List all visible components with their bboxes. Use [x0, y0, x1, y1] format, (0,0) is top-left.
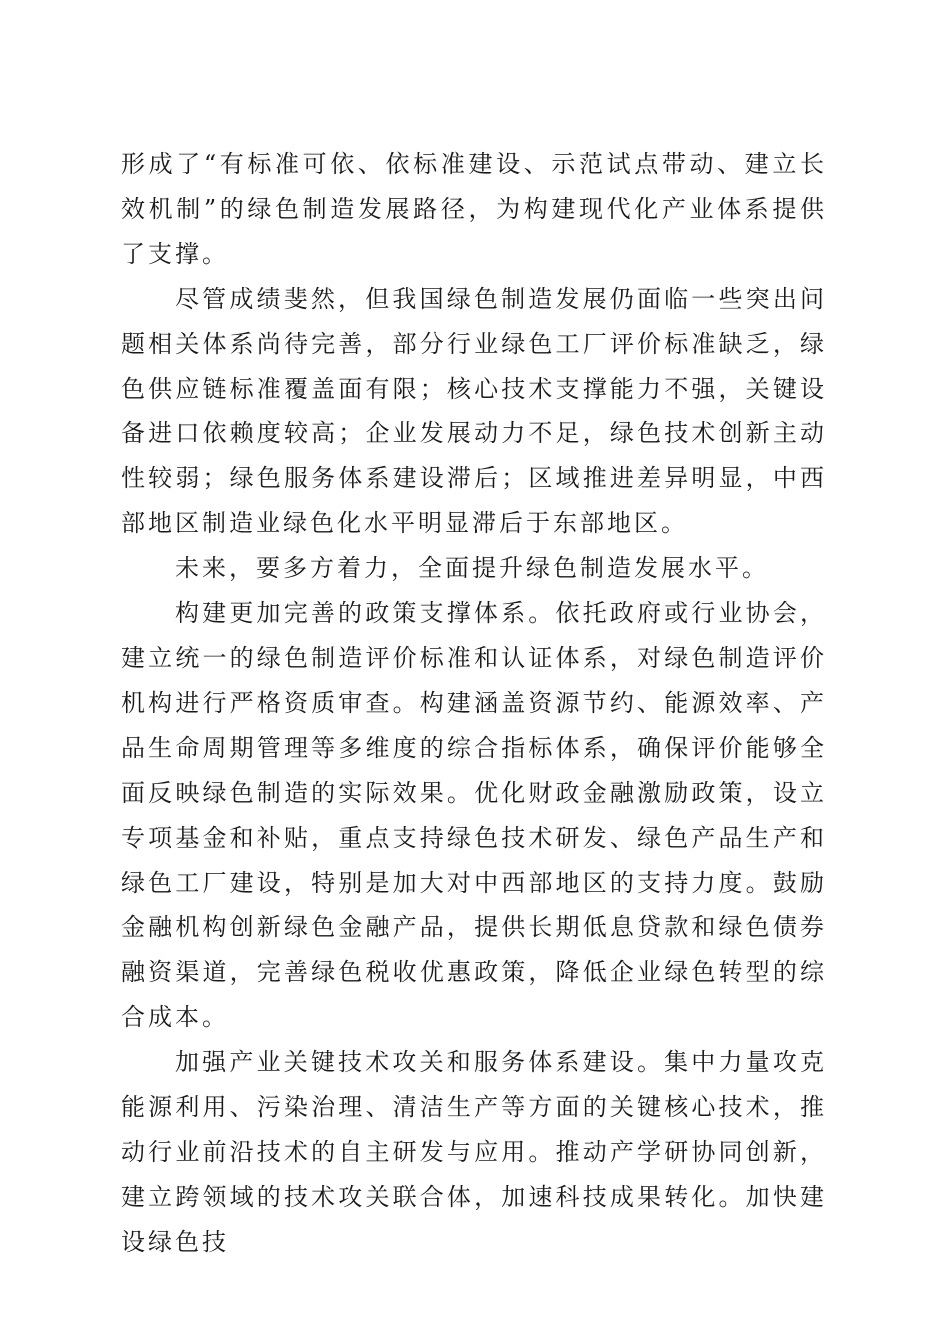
paragraph-1: 形成了“有标准可依、依标准建设、示范试点带动、建立长效机制”的绿色制造发展路径，为构建现代化产业体系提供了支撑。	[121, 150, 827, 268]
paragraph-2: 尽管成绩斐然，但我国绿色制造发展仍面临一些突出问题相关体系尚待完善，部分行业绿色工厂评价标准缺乏，绿色供应链标准覆盖面有限；核心技术支撑能力不强，关键设备进口依赖度较高；企业发展动力不足，绿色技术创新主动性较弱；绿色服务体系建设滞后；区域推进差异明显，中西部地区制造业绿色化水平明显滞后于东部地区。	[121, 284, 827, 538]
document-body	[121, 142, 827, 1265]
paragraph-3: 未来，要多方着力，全面提升绿色制造发展水平。	[175, 554, 769, 583]
paragraph-5: 加强产业关键技术攻关和服务体系建设。集中力量攻克能源利用、污染治理、清洁生产等方面的关键核心技术，推动行业前沿技术的自主研发与应用。推动产学研协同创新，建立跨领域的技术攻关联合体，加速科技成果转化。加快建设绿色技	[121, 1048, 827, 1256]
paragraph-4: 构建更加完善的政策支撑体系。依托政府或行业协会，建立统一的绿色制造评价标准和认证体系，对绿色制造评价机构进行严格资质审查。构建涵盖资源节约、能源效率、产品生命周期管理等多维度的综合指标体系，确保评价能够全面反映绿色制造的实际效果。优化财政金融激励政策，设立专项基金和补贴，重点支持绿色技术研发、绿色产品生产和绿色工厂建设，特别是加大对中西部地区的支持力度。鼓励金融机构创新绿色金融产品，提供长期低息贷款和绿色债券融资渠道，完善绿色税收优惠政策，降低企业绿色转型的综合成本。	[121, 599, 827, 1032]
